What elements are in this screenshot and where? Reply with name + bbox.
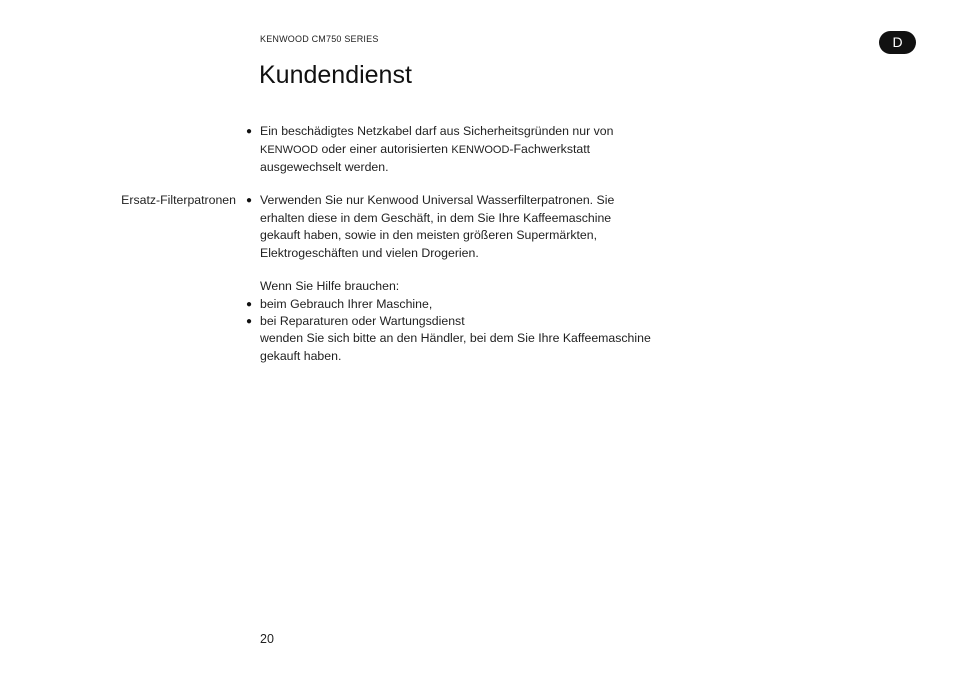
side-heading-filter: Ersatz-Filterpatronen <box>121 193 236 207</box>
cable-paragraph <box>260 123 730 177</box>
cable-line-2-mid: oder einer autorisierten <box>318 141 452 156</box>
filter-line-1: Verwenden Sie nur Kenwood Universal Wasserfilterpatronen. Sie <box>260 193 615 207</box>
help-closing-line-2: gekauft haben. <box>260 348 342 363</box>
bullet-icon: ● <box>246 195 253 206</box>
filter-line-4: Elektrogeschäften und vielen Drogerien. <box>260 245 479 260</box>
help-bullet-2: bei Reparaturen oder Wartungsdienst <box>260 314 465 328</box>
help-closing-paragraph <box>260 330 730 365</box>
series-label: KENWOOD CM750 SERIES <box>260 34 379 44</box>
brand-name: KENWOOD <box>451 143 510 156</box>
filter-paragraph <box>260 192 730 262</box>
help-intro: Wenn Sie Hilfe brauchen: <box>260 279 400 293</box>
help-bullet-1: beim Gebrauch Ihrer Maschine, <box>260 297 433 311</box>
bullet-icon: ● <box>246 316 253 327</box>
page-number: 20 <box>260 632 274 646</box>
cable-line-2-end: -Fachwerkstatt <box>509 141 591 156</box>
brand-name: KENWOOD <box>260 143 319 156</box>
cable-line-1: Ein beschädigtes Netzkabel darf aus Sicherheitsgründen nur von <box>260 124 614 138</box>
filter-line-3: gekauft haben, sowie in den meisten größeren Supermärkten, <box>260 228 597 242</box>
language-badge: D <box>879 31 916 54</box>
page-title: Kundendienst <box>259 61 412 89</box>
filter-line-2: erhalten diese in dem Geschäft, in dem Sie Ihre Kaffeemaschine <box>260 210 612 225</box>
bullet-icon: ● <box>246 299 253 310</box>
bullet-icon: ● <box>246 126 253 137</box>
cable-line-3: ausgewechselt werden. <box>260 160 389 174</box>
help-closing-line-1: wenden Sie sich bitte an den Händler, bei dem Sie Ihre Kaffeemaschine <box>260 331 651 345</box>
cable-line-2 <box>260 141 730 160</box>
